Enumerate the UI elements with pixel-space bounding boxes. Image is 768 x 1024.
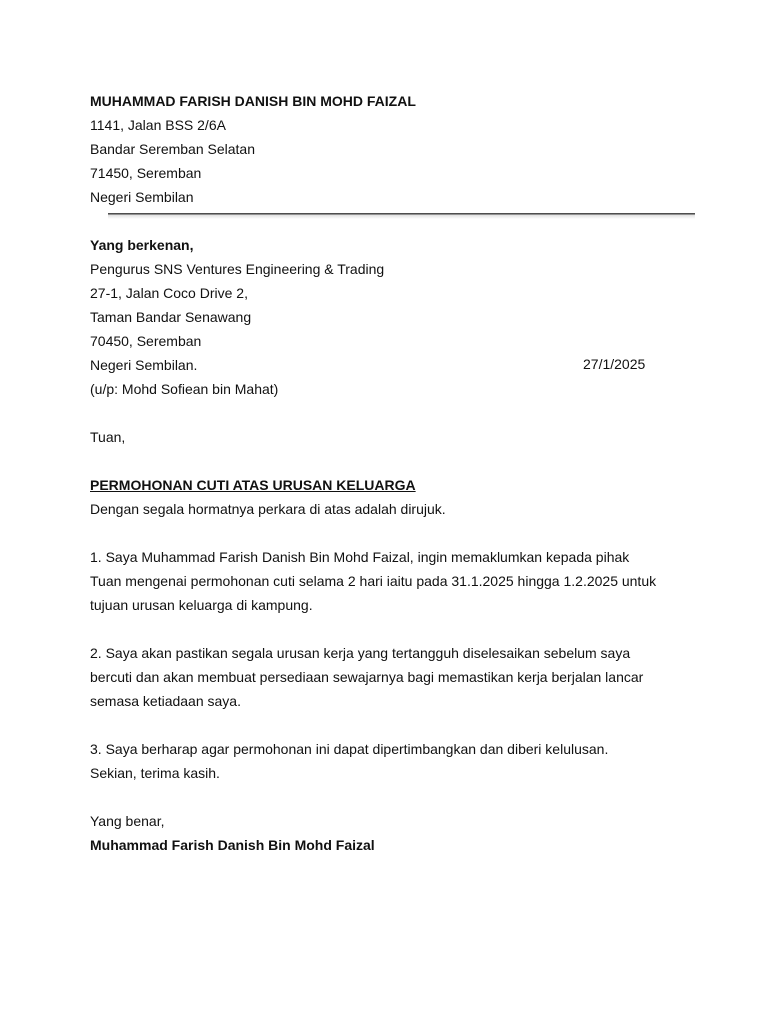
recipient-address-line: 70450, Seremban <box>90 333 202 349</box>
recipient-address-line: Pengurus SNS Ventures Engineering & Trading <box>90 261 385 277</box>
recipient-address-line: 27-1, Jalan Coco Drive 2, <box>90 285 248 301</box>
paragraph-1 <box>90 545 670 617</box>
recipient-address-line: Taman Bandar Senawang <box>90 309 252 325</box>
sender-address-line: Bandar Seremban Selatan <box>90 141 255 157</box>
recipient-attention: (u/p: Mohd Sofiean bin Mahat) <box>90 381 279 397</box>
paragraph-line: 2. Saya akan pastikan segala urusan kerja yang tertangguh diselesaikan sebelum saya <box>90 645 631 661</box>
paragraph-line: Sekian, terima kasih. <box>90 765 220 781</box>
closing-block <box>90 809 670 857</box>
recipient-salutation-heading: Yang berkenan, <box>90 237 194 253</box>
sender-address-line: Negeri Sembilan <box>90 189 194 205</box>
recipient-address-line: Negeri Sembilan. <box>90 357 198 373</box>
paragraph-3 <box>90 737 670 785</box>
paragraph-line: Tuan mengenai permohonan cuti selama 2 hari iaitu pada 31.1.2025 hingga 1.2.2025 untuk <box>90 573 657 589</box>
closing-phrase: Yang benar, <box>90 813 165 829</box>
signatory-name: Muhammad Farish Danish Bin Mohd Faizal <box>90 837 375 853</box>
letter-subject: PERMOHONAN CUTI ATAS URUSAN KELUARGA <box>90 477 416 493</box>
paragraph-line: 1. Saya Muhammad Farish Danish Bin Mohd Faizal, ingin memaklumkan kepada pihak <box>90 549 630 565</box>
paragraph-line: bercuti dan akan membuat persediaan sewajarnya bagi memastikan kerja berjalan lancar <box>90 669 644 685</box>
sender-address-line: 1141, Jalan BSS 2/6A <box>90 117 226 133</box>
letter-date: 27/1/2025 <box>583 356 646 372</box>
paragraph-2 <box>90 641 670 713</box>
sender-block <box>90 89 670 209</box>
header-divider-shadow <box>108 215 695 219</box>
paragraph-line: semasa ketiadaan saya. <box>90 693 241 709</box>
paragraph-line: 3. Saya berharap agar permohonan ini dapat dipertimbangkan dan diberi kelulusan. <box>90 741 609 757</box>
paragraph-line: tujuan urusan keluarga di kampung. <box>90 597 313 613</box>
sender-address-line: 71450, Seremban <box>90 165 202 181</box>
greeting: Tuan, <box>90 429 126 445</box>
intro-sentence: Dengan segala hormatnya perkara di atas adalah dirujuk. <box>90 501 446 517</box>
greeting-block <box>90 425 670 449</box>
subject-block <box>90 473 670 521</box>
sender-name: MUHAMMAD FARISH DANISH BIN MOHD FAIZAL <box>90 93 416 109</box>
